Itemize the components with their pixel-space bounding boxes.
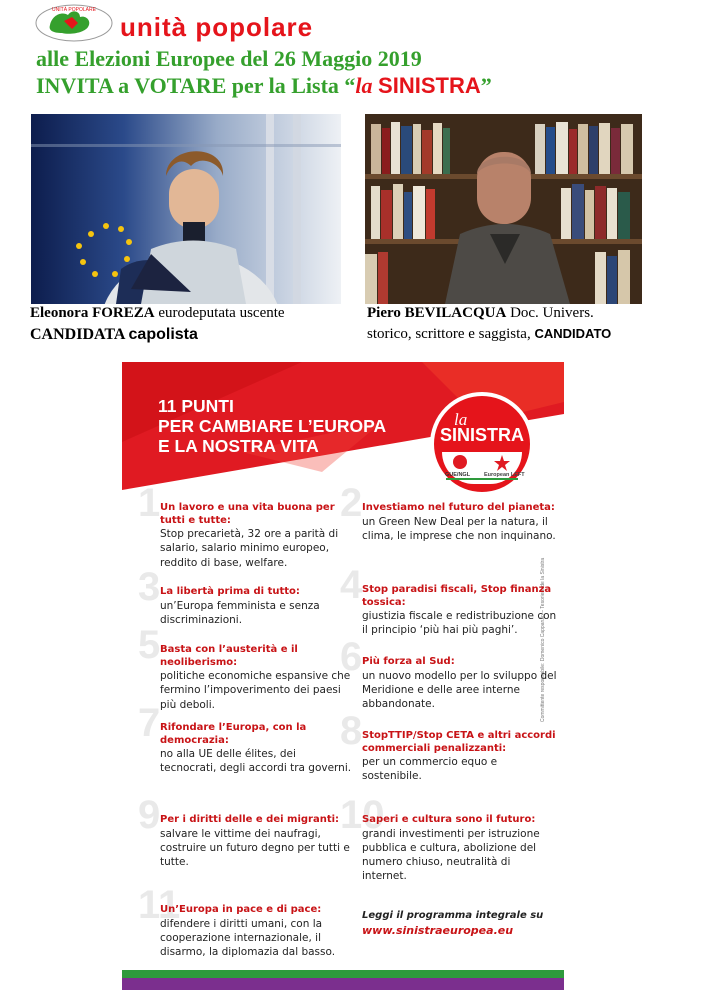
point-title: Più forza al Sud:: [362, 656, 455, 667]
candidate-1-first: Eleonora: [30, 305, 89, 321]
flyer-title: [158, 396, 386, 456]
point-body: Stop precarietà, 32 ore a parità di salario, salario minimo europeo, reddito di base, welfare.: [160, 528, 339, 569]
candidate-2-role-label: CANDIDATO: [534, 326, 612, 341]
photo-candidate-woman: [31, 114, 341, 304]
logo-text: UNITÀ POPOLARE: [52, 7, 96, 13]
program-point-10: [340, 793, 557, 884]
unita-popolare-logo: [34, 3, 114, 43]
point-number: 11: [138, 883, 181, 927]
badge-sinistra: SINISTRA: [439, 425, 524, 445]
flyer-title-line-1: 11 PUNTI: [158, 396, 234, 416]
candidate-2-first: Piero: [367, 305, 401, 321]
point-title: StopTTIP/Stop CETA e altri accordi commerciali penalizzanti:: [362, 730, 556, 754]
org-name: unità popolare: [120, 12, 314, 42]
program-point-1: [138, 481, 355, 570]
point-number: 3: [138, 565, 161, 609]
election-line: alle Elezioni Europee del 26 Maggio 2019: [36, 46, 422, 71]
point-body: un Green New Deal per la natura, il clima, le imprese che non inquinano.: [362, 515, 556, 542]
point-body: per un commercio equo e sostenibile.: [362, 756, 498, 783]
program-point-6: [340, 635, 557, 711]
program-point-3: [138, 565, 355, 627]
point-body: salvare le vittime dei naufragi, costruire un futuro degno per tutti e tutte.: [160, 827, 350, 869]
point-title: Investiamo nel futuro del pianeta:: [362, 502, 555, 513]
program-point-7: [138, 701, 355, 776]
point-body: grandi investimenti per istruzione pubblica e cultura, abolizione del numero chiuso, neutralità di internet.: [362, 827, 540, 883]
quote-open: “: [344, 73, 356, 98]
flyer-title-line-2: PER CAMBIARE L’EUROPA: [158, 416, 387, 436]
point-number: 9: [138, 793, 161, 837]
badge-left: European LEFT: [484, 472, 525, 478]
point-body: un nuovo modello per lo sviluppo del Meridione e delle aree interne abbandonate.: [362, 669, 557, 711]
point-title: Un’Europa in pace e di pace:: [160, 904, 322, 915]
purple-stripe: [122, 978, 564, 990]
program-point-5: [138, 623, 355, 712]
candidate-2-desc2: storico, scrittore e saggista,: [367, 326, 531, 342]
invite-text: INVITA a VOTARE per la Lista: [36, 73, 339, 98]
point-body: politiche economiche espansive che fermino l’impoverimento dei paesi più deboli.: [160, 670, 351, 711]
vertical-note: Committente responsabile: Domenico Capparulo – Tesoriere de la Sinistra: [540, 557, 546, 722]
candidate-2-last: BEVILACQUA: [404, 305, 507, 321]
green-stripe: [122, 970, 564, 978]
point-number: 2: [340, 481, 363, 525]
point-title: Un lavoro e una vita buona per tutti e tutte:: [160, 502, 335, 526]
badge-gue: GUE/NGL: [445, 472, 471, 478]
point-number: 1: [138, 481, 161, 525]
photo-candidate-man: [365, 114, 642, 304]
candidate-1-role-a: CANDIDATA: [30, 326, 125, 343]
program-point-8: [340, 709, 557, 784]
candidate-2-desc: Doc. Univers.: [510, 305, 594, 321]
candidate-2-role: [367, 326, 611, 343]
point-title: Basta con l’austerità e il neoliberismo:: [160, 644, 298, 668]
point-number: 8: [340, 709, 363, 753]
footer-url-link[interactable]: www.sinistraeuropea.eu: [362, 924, 514, 937]
list-la: la: [355, 73, 373, 98]
candidate-1-desc: eurodeputata uscente: [158, 305, 285, 321]
list-sinistra: SINISTRA: [378, 73, 481, 98]
point-title: Per i diritti delle e dei migranti:: [160, 814, 340, 825]
quote-close: ”: [480, 73, 492, 98]
point-body: giustizia fiscale e redistribuzione con il principio ‘più hai più paghi’.: [362, 610, 557, 637]
point-number: 10: [340, 793, 385, 837]
badge-la: la: [454, 410, 468, 429]
la-sinistra-logo: [430, 392, 534, 496]
point-number: 4: [340, 563, 363, 607]
program-point-9: [138, 793, 355, 869]
badge-lower-white: [442, 452, 522, 484]
footer-read: Leggi il programma integrale su: [362, 910, 544, 921]
program-point-11: [138, 883, 355, 959]
candidate-2-caption: [367, 305, 594, 322]
point-title: Rifondare l’Europa, con la democrazia:: [160, 722, 307, 746]
point-title: La libertà prima di tutto:: [160, 586, 300, 597]
invite-line: [36, 73, 492, 99]
point-body: no alla UE delle élites, dei tecnocrati, degli accordi tra governi.: [160, 748, 352, 775]
candidate-1-role-b: capolista: [128, 326, 198, 343]
program-point-4: [340, 563, 557, 638]
candidate-1-role: [30, 326, 198, 344]
point-number: 7: [138, 701, 161, 745]
program-point-2: [340, 481, 557, 543]
flyer-title-line-3: E LA NOSTRA VITA: [158, 436, 319, 456]
program-flyer: [122, 362, 564, 990]
candidate-1-caption: [30, 305, 285, 322]
point-title: Saperi e cultura sono il futuro:: [362, 814, 536, 825]
point-body: un’Europa femminista e senza discriminazioni.: [160, 599, 320, 626]
point-number: 5: [138, 623, 161, 667]
point-body: difendere i diritti umani, con la cooperazione internazionale, il disarmo, la diplomazia dal basso.: [160, 917, 336, 959]
point-title: Stop paradisi fiscali, Stop finanza tossica:: [362, 584, 552, 608]
point-number: 6: [340, 635, 363, 679]
candidate-1-last: FOREZA: [92, 305, 155, 321]
